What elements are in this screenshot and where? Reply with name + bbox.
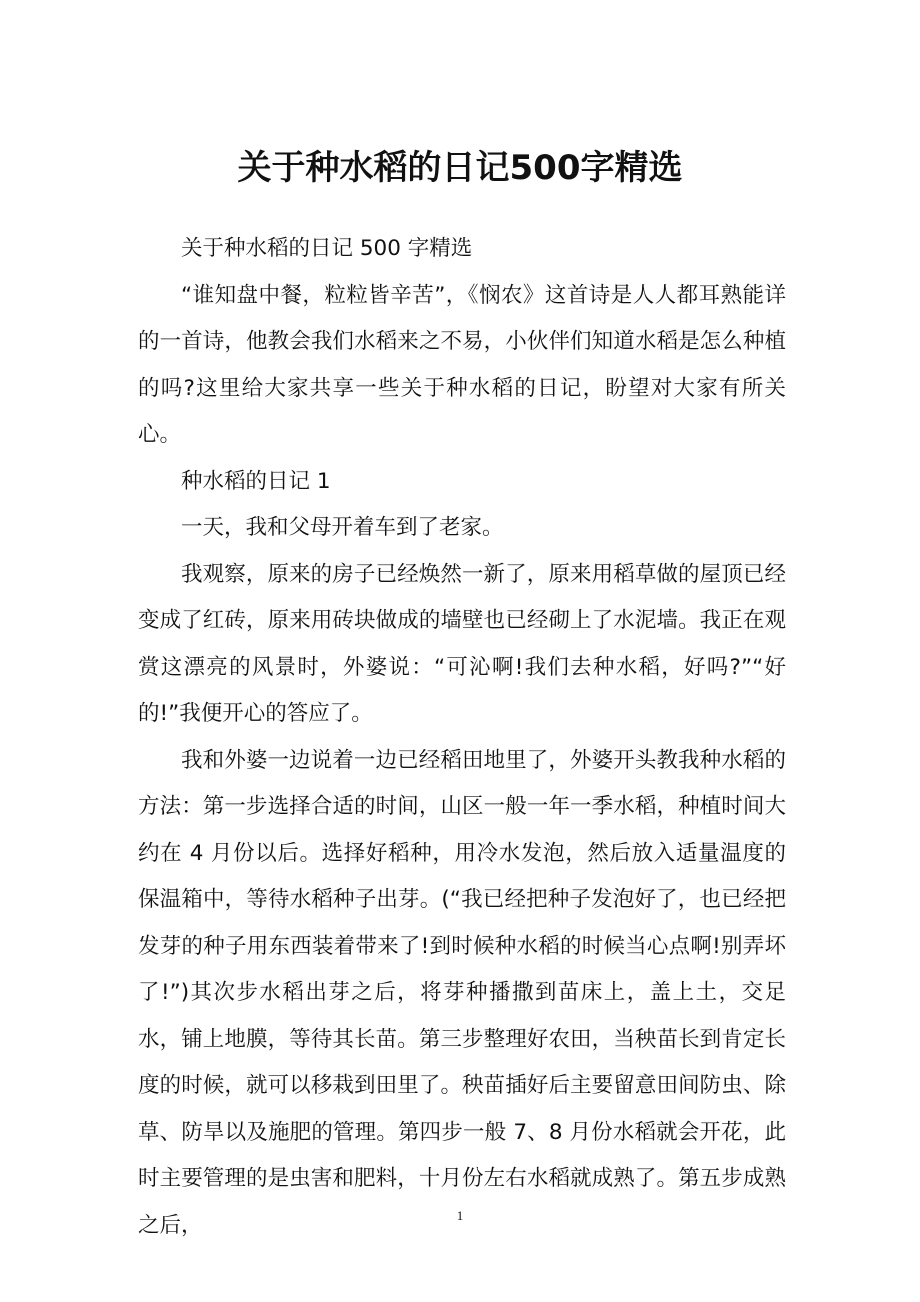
page-number: 1 [456,1208,464,1223]
paragraph-diary-1: 一天，我和父母开着车到了老家。 [181,515,504,540]
paragraph-diary-heading: 种水稻的日记 1 [181,468,331,494]
paragraph-diary-3: 我和外婆一边说着一边已经稻田地里了，外婆开头教我种水稻的方法：第一步选择合适的时间，山区一般一年一季水稻，种植时间大约在 4 月份以后。选择好稻种，用冷水发泡，然后放入适量温度的保温箱中，等待水稻种子出芽。(“我已经把种子发泡好了，也已经把发芽的种子用东西装着带来了!到时候种水稻的时候当心点啊!别弄坏了!”)其次步水稻出芽之后，将芽种播撒到苗床上，盖上土，交足水，铺上地膜，等待其长苗。第三步整理好农田，当秧苗长到肯定长度的时候，就可以移栽到田里了。秧苗插好后主要留意田间防虫、除草、防旱以及施肥的管理。第四步一般 7、8 月份水稻就会开花，此时主要管理的是虫害和肥料，十月份左右水稻就成熟了。第五步成熟之后， [138,747,786,1238]
paragraph-subtitle: 关于种水稻的日记 500 字精选 [181,236,473,261]
document-body [138,226,786,1249]
paragraph-intro: “谁知盘中餐，粒粒皆辛苦”，《悯农》这首诗是人人都耳熟能详的一首诗，他教会我们水稻来之不易，小伙伴们知道水稻是怎么种植的吗?这里给大家共享一些关于种水稻的日记，盼望对大家有所关心。 [138,282,786,447]
paragraph-diary-2: 我观察，原来的房子已经焕然一新了，原来用稻草做的屋顶已经变成了红砖，原来用砖块做成的墙壁也已经砌上了水泥墙。我正在观赏这漂亮的风景时，外婆说：“可沁啊!我们去种水稻，好吗?”“好的!”我便开心的答应了。 [138,561,786,726]
document-title: 关于种水稻的日记500字精选 [237,148,683,188]
